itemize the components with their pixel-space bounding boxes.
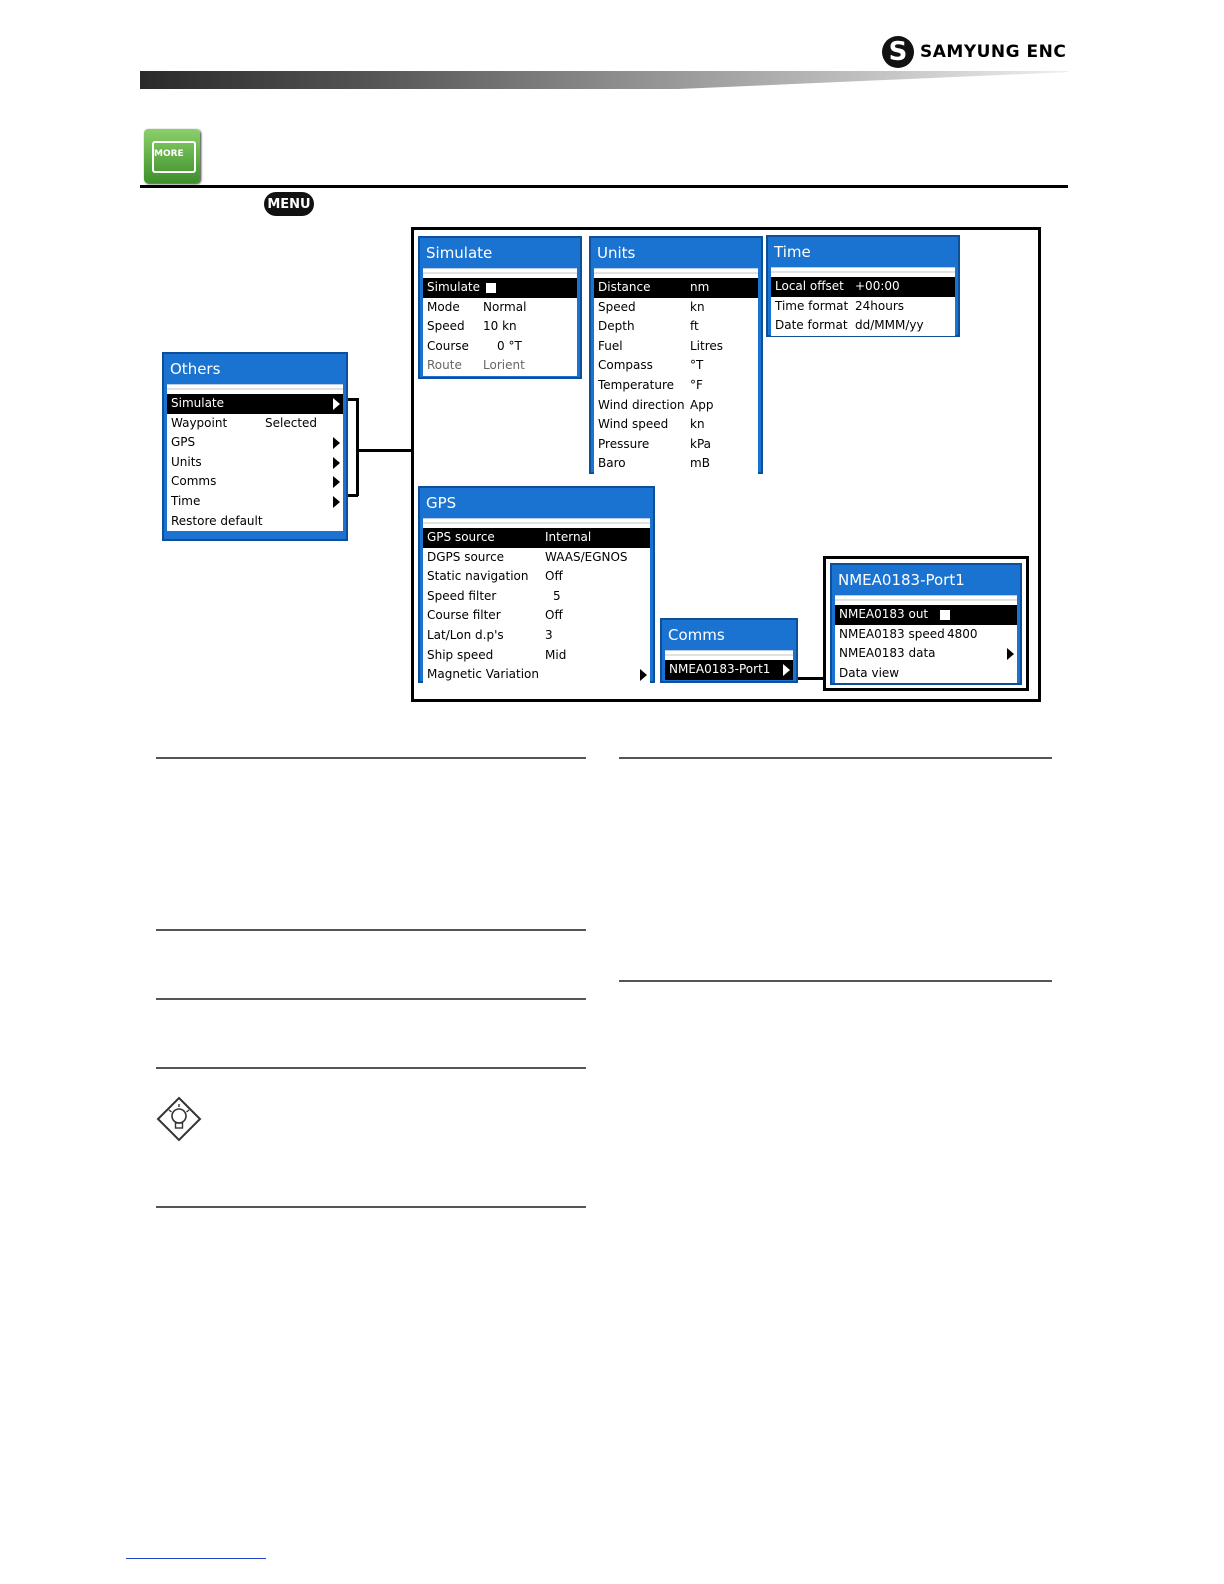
brand-logo-icon: S [882, 36, 914, 68]
lightbulb-tip-icon [156, 1096, 202, 1142]
others-menu [162, 352, 348, 541]
comms-connector [797, 677, 824, 680]
simulate-speed[interactable]: Speed 10 kn [427, 319, 517, 334]
menu-title: Others [170, 360, 221, 378]
units-wind-speed[interactable]: Wind speed kn [598, 417, 705, 432]
comms-nmea-port1[interactable]: NMEA0183-Port1 [665, 660, 793, 680]
gps-speed-filter[interactable]: Speed filter 5 [427, 588, 561, 603]
menu-key-icon: MENU [264, 192, 314, 216]
menu-title: Units [597, 244, 636, 262]
bracket-connector [356, 398, 359, 496]
chevron-right-icon [1007, 648, 1014, 660]
bracket-connector [356, 449, 412, 452]
nmea-speed[interactable]: NMEA0183 speed 4800 [839, 626, 978, 641]
gps-latlon-dps[interactable]: Lat/Lon d.p's 3 [427, 627, 553, 642]
gps-menu [418, 486, 655, 683]
simulate-course[interactable]: Course 0 °T [427, 338, 522, 353]
units-compass[interactable]: Compass °T [598, 358, 704, 373]
gps-course-filter[interactable]: Course filter Off [427, 608, 563, 623]
divider [156, 757, 586, 759]
bracket-connector [348, 494, 358, 497]
simulate-route[interactable]: Route Lorient [427, 358, 525, 373]
chevron-right-icon [333, 476, 340, 488]
divider [156, 929, 586, 931]
divider [619, 757, 1052, 759]
more-section-icon [144, 129, 200, 183]
gps-source[interactable]: GPS source Internal [423, 528, 650, 548]
units-fuel[interactable]: Fuel Litres [598, 338, 724, 353]
menu-item-time[interactable]: Time [167, 492, 343, 512]
menu-body [594, 268, 758, 474]
menu-title: GPS [426, 494, 457, 512]
nmea-data-view[interactable]: Data view [839, 665, 900, 680]
chevron-right-icon [333, 457, 340, 469]
simulate-mode[interactable]: Mode Normal [427, 299, 527, 314]
section-title-rule [140, 185, 1068, 188]
chevron-right-icon [333, 496, 340, 508]
checkbox-icon [486, 283, 496, 293]
gps-dgps-source[interactable]: DGPS source WAAS/EGNOS [427, 549, 628, 564]
units-wind-direction[interactable]: Wind direction App [598, 397, 714, 412]
menu-title: Time [774, 243, 811, 261]
units-pressure[interactable]: Pressure kPa [598, 436, 711, 451]
nmea-data[interactable]: NMEA0183 data [835, 644, 1017, 664]
footer-link-underline[interactable] [126, 1558, 266, 1559]
nmea-port1-menu [830, 563, 1022, 685]
menu-title: Comms [668, 626, 725, 644]
checkbox-icon [940, 610, 950, 620]
time-local-offset[interactable]: Local offset +00:00 [771, 277, 955, 297]
gps-ship-speed[interactable]: Ship speed Mid [427, 647, 567, 662]
chevron-right-icon [640, 669, 647, 681]
menu-body [835, 595, 1017, 683]
header-gradient-bar [140, 71, 1068, 89]
menu-item-units[interactable]: Units [167, 453, 343, 473]
menu-item-comms[interactable]: Comms [167, 472, 343, 492]
chevron-right-icon [783, 664, 790, 676]
divider [156, 1206, 586, 1208]
menu-body [167, 384, 343, 531]
chevron-right-icon [333, 398, 340, 410]
gps-magnetic-variation[interactable]: Magnetic Variation [423, 665, 650, 685]
units-baro[interactable]: Baro mB [598, 456, 710, 471]
menu-body [665, 650, 793, 680]
brand-logo [882, 36, 1066, 68]
menu-item-gps[interactable]: GPS [167, 433, 343, 453]
menu-item-simulate[interactable]: Simulate [167, 394, 343, 414]
menu-item-restore-default[interactable]: Restore default [171, 513, 263, 528]
brand-name: SAMYUNG ENC [920, 42, 1067, 62]
time-date-format[interactable]: Date format dd/MMM/yy [775, 318, 924, 333]
time-menu [766, 235, 960, 337]
menu-title: Simulate [426, 244, 493, 262]
comms-menu [660, 618, 798, 683]
menu-body [423, 518, 650, 685]
divider [156, 998, 586, 1000]
divider [619, 980, 1052, 982]
menu-body [423, 268, 577, 376]
menu-body [771, 267, 955, 336]
time-format[interactable]: Time format 24hours [775, 298, 905, 313]
units-menu [589, 236, 763, 474]
units-depth[interactable]: Depth ft [598, 319, 699, 334]
gps-static-navigation[interactable]: Static navigation Off [427, 569, 563, 584]
units-temperature[interactable]: Temperature °F [598, 377, 703, 392]
units-distance[interactable]: Distance nm [594, 278, 758, 298]
nmea-out-toggle[interactable]: NMEA0183 out [835, 605, 1017, 625]
chevron-right-icon [333, 437, 340, 449]
units-speed[interactable]: Speed kn [598, 299, 705, 314]
more-icon-label: MORE [154, 149, 184, 159]
simulate-menu [418, 236, 582, 379]
menu-item-waypoint[interactable]: Waypoint Selected [171, 415, 318, 430]
menu-title: NMEA0183-Port1 [838, 571, 965, 589]
divider [156, 1067, 586, 1069]
simulate-toggle[interactable]: Simulate [423, 278, 577, 298]
